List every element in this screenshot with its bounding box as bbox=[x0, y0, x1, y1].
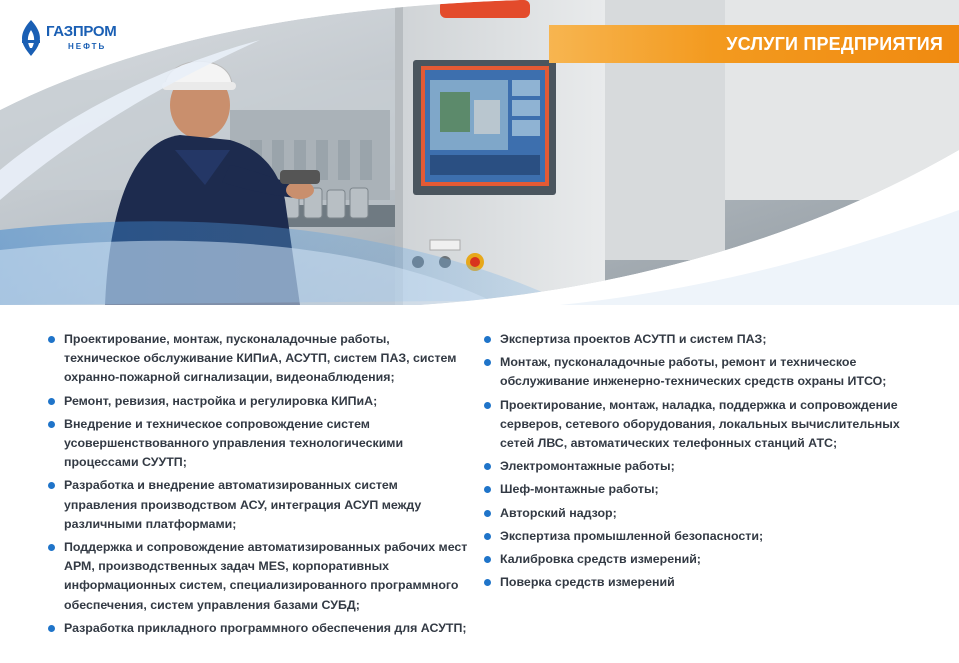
list-item bbox=[484, 527, 924, 546]
list-item-text: Ремонт, ревизия, настройка и регулировка КИПиА; bbox=[64, 393, 378, 408]
gazprom-neft-logo bbox=[16, 18, 126, 66]
list-item bbox=[48, 538, 468, 615]
bullet-icon bbox=[484, 556, 491, 563]
list-item bbox=[48, 392, 468, 411]
list-item bbox=[484, 550, 924, 569]
flame-icon bbox=[16, 18, 46, 58]
bullet-icon bbox=[48, 482, 55, 489]
list-item-text: Поверка средств измерений bbox=[500, 575, 675, 590]
list-item-text: Разработка прикладного программного обеспечения для АСУТП; bbox=[64, 620, 467, 635]
list-item bbox=[48, 619, 468, 638]
list-item-text: Экспертиза проектов АСУТП и систем ПАЗ; bbox=[500, 332, 767, 346]
bullet-icon bbox=[48, 398, 55, 405]
services-list-left bbox=[48, 330, 468, 642]
bullet-icon bbox=[484, 510, 491, 517]
list-item-text: Шеф-монтажные работы; bbox=[500, 482, 659, 497]
list-item-text: Авторский надзор; bbox=[500, 505, 617, 520]
list-item bbox=[484, 504, 924, 523]
bullet-icon bbox=[484, 336, 491, 343]
logo-wordmark: ГАЗПРОМ bbox=[46, 23, 117, 40]
list-item bbox=[484, 330, 924, 349]
list-item-text: Экспертиза промышленной безопасности; bbox=[500, 528, 764, 543]
bullet-icon bbox=[484, 579, 491, 586]
list-item bbox=[484, 457, 924, 476]
bullet-icon bbox=[48, 336, 55, 343]
list-item bbox=[484, 573, 924, 592]
list-item-text: Проектирование, монтаж, наладка, поддержка и сопровождение серверов, сетевого оборудования, локальных вычислительных сетей ЛВС, автоматических телефонных станций АТС; bbox=[500, 397, 900, 451]
list-item bbox=[484, 480, 924, 499]
bullet-icon bbox=[484, 486, 491, 493]
bullet-icon bbox=[48, 625, 55, 632]
list-item-text: Внедрение и техническое сопровождение систем усовершенствованного управления технологическими процессами СУУТП; bbox=[64, 416, 404, 470]
list-item bbox=[48, 415, 468, 473]
list-item-text: Разработка и внедрение автоматизированных систем управления производством АСУ, интеграция АСУП между различными платформами; bbox=[64, 478, 422, 531]
list-item bbox=[48, 330, 468, 388]
bullet-icon bbox=[484, 533, 491, 540]
list-item bbox=[484, 396, 924, 454]
list-item-text: Поддержка и сопровождение автоматизированных рабочих мест АРМ, производственных задач MES, корпоративных информационных систем, специализированного программного обеспечения, систем управления базами СУБД; bbox=[64, 540, 468, 612]
bullet-icon bbox=[48, 421, 55, 428]
section-header-band bbox=[549, 25, 959, 63]
list-item-text: Монтаж, пусконаладочные работы, ремонт и техническое обслуживание инженерно-технических средств охраны ИТСО; bbox=[500, 355, 887, 389]
section-title: УСЛУГИ ПРЕДПРИЯТИЯ bbox=[726, 34, 943, 54]
bullet-icon bbox=[484, 463, 491, 470]
bullet-icon bbox=[484, 402, 491, 409]
list-item-text: Электромонтажные работы; bbox=[500, 459, 675, 474]
bullet-icon bbox=[484, 359, 491, 366]
list-item bbox=[484, 353, 924, 391]
list-item-text: Калибровка средств измерений; bbox=[500, 552, 701, 567]
list-item-text: Проектирование, монтаж, пусконаладочные работы, техническое обслуживание КИПиА, АСУТП, систем ПАЗ, систем охранно-пожарной сигнализации, видеонаблюдения; bbox=[64, 332, 457, 385]
logo-subtitle: НЕФТЬ bbox=[68, 42, 107, 51]
bullet-icon bbox=[48, 544, 55, 551]
services-list-right bbox=[484, 330, 924, 596]
list-item bbox=[48, 476, 468, 534]
